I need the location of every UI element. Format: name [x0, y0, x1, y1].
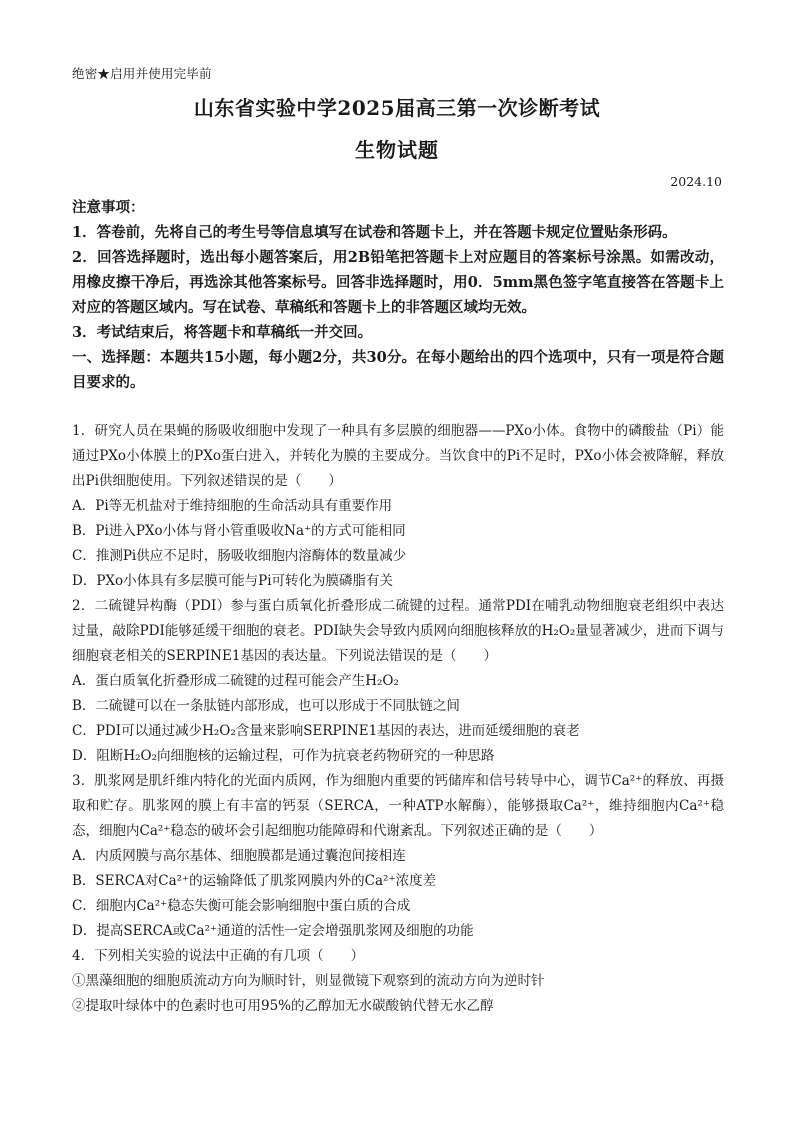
question-option: ②提取叶绿体中的色素时也可用95%的乙醇加无水碳酸钠代替无水乙醇	[72, 998, 494, 1014]
confidential-label: 绝密★启用并使用完毕前	[72, 66, 212, 81]
question-option: ①黑藻细胞的细胞质流动方向为顺时针，则显微镜下观察到的流动方向为逆时针	[72, 973, 545, 989]
question-stem: 3．肌浆网是肌纤维内特化的光面内质网，作为细胞内重要的钙储库和信号转导中心，调节Ca²⁺的释放、再摄取和贮存。肌浆网的膜上有丰富的钙泵（SERCA，一种ATP水解酶），能够摄取Ca²⁺，维持细胞内Ca²⁺稳态，细胞内Ca²⁺稳态的破坏会引起细胞功能障碍和代谢紊乱。下列叙述正确的是（ ）	[72, 773, 724, 839]
exam-title: 山东省实验中学2025届高三第一次诊断考试	[193, 96, 601, 120]
question-stem: 1．研究人员在果蝇的肠吸收细胞中发现了一种具有多层膜的细胞器——PXo小体。食物中的磷酸盐（Pi）能通过PXo小体膜上的PXo蛋白进入，并转化为膜的主要成分。当饮食中的Pi不足时，PXo小体会被降解，释放出Pi供细胞使用。下列叙述错误的是（ ）	[72, 423, 724, 489]
notice-heading: 注意事项：	[72, 199, 145, 216]
question-option: D．阻断H₂O₂向细胞核的运输过程，可作为抗衰老药物研究的一种思路	[72, 748, 495, 764]
exam-date: 2024.10	[670, 174, 722, 189]
notice-item: 2．回答选择题时，选出每小题答案后，用2B铅笔把答题卡上对应题目的答案标号涂黑。如需改动，用橡皮擦干净后，再选涂其他答案标号。回答非选择题时，用0．5mm黑色签字笔直接答在答题卡上对应的答题区域内。写在试卷、草稿纸和答题卡上的非答题区域均无效。	[72, 249, 724, 316]
notice-block	[72, 195, 724, 395]
question-option: A．内质网膜与高尔基体、细胞膜都是通过囊泡间接相连	[72, 848, 406, 864]
question-option: B．二硫键可以在一条肽链内部形成，也可以形成于不同肽链之间	[72, 698, 460, 714]
question-1	[72, 419, 724, 594]
question-option: B．SERCA对Ca²⁺的运输降低了肌浆网膜内外的Ca²⁺浓度差	[72, 873, 437, 889]
question-stem: 2．二硫键异构酶（PDI）参与蛋白质氧化折叠形成二硫键的过程。通常PDI在哺乳动物细胞衰老组织中表达过量，敲除PDI能够延缓干细胞的衰老。PDI缺失会导致内质网向细胞核释放的H₂O₂量显著减少，进而下调与细胞衰老相关的SERPINE1基因的表达量。下列说法错误的是（ ）	[72, 598, 724, 664]
notice-item: 1．答卷前，先将自己的考生号等信息填写在试卷和答题卡上，并在答题卡规定位置贴条形码。	[72, 224, 677, 241]
question-option: C．推测Pi供应不足时，肠吸收细胞内溶酶体的数量减少	[72, 548, 407, 564]
question-4	[72, 944, 724, 1019]
question-option: D．提高SERCA或Ca²⁺通道的活性一定会增强肌浆网及细胞的功能	[72, 923, 474, 939]
question-option: C．PDI可以通过减少H₂O₂含量来影响SERPINE1基因的表达，进而延缓细胞的衰老	[72, 723, 580, 739]
exam-subtitle: 生物试题	[355, 138, 439, 162]
notice-item: 3．考试结束后，将答题卡和草稿纸一并交回。	[72, 324, 373, 341]
question-option: D．PXo小体具有多层膜可能与Pi可转化为膜磷脂有关	[72, 573, 394, 589]
question-2	[72, 594, 724, 769]
question-3	[72, 769, 724, 944]
question-stem: 4．下列相关实验的说法中正确的有几项（ ）	[72, 948, 365, 964]
question-option: A．蛋白质氧化折叠形成二硫键的过程可能会产生H₂O₂	[72, 673, 399, 689]
section-heading: 一、选择题：本题共15小题，每小题2分，共30分。在每小题给出的四个选项中，只有一项是符合题目要求的。	[72, 349, 724, 391]
question-option: A．Pi等无机盐对于维持细胞的生命活动具有重要作用	[72, 498, 393, 514]
question-option: C．细胞内Ca²⁺稳态失衡可能会影响细胞中蛋白质的合成	[72, 898, 411, 914]
question-option: B．Pi进入PXo小体与肾小管重吸收Na⁺的方式可能相同	[72, 523, 406, 539]
question-list	[72, 419, 724, 1019]
